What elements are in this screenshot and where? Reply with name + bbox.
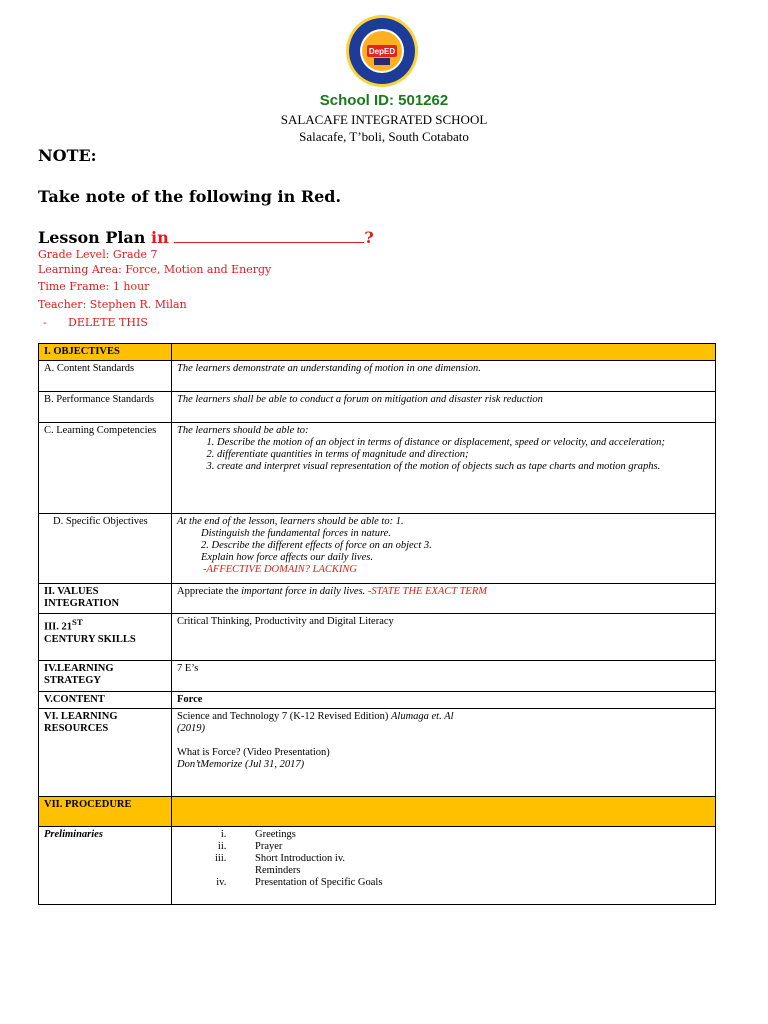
specific-item-2: 2. Describe the different effects of force on an object 3. (201, 540, 432, 551)
century-skills-label (39, 614, 172, 661)
svg-text:DepED: DepED (368, 47, 396, 56)
procedure-empty-cell (172, 797, 716, 827)
content-label: V.CONTENT (39, 692, 172, 709)
resources-cell (172, 709, 716, 797)
preliminaries-cell (172, 827, 716, 905)
century-skills-value: Critical Thinking, Productivity and Digital Literacy (172, 614, 716, 661)
delete-this: DELETE THIS (68, 316, 148, 329)
note-title: NOTE: (38, 146, 97, 165)
list-item: 1. Describe the motion of an object in terms of distance or displacement, speed or velocity, and acceleration; (217, 437, 710, 449)
resources-line-1 (177, 711, 467, 735)
table-row (39, 392, 716, 423)
values-italic: important force in daily lives. (241, 586, 366, 597)
resources-2: What is Force? (Video Presentation) (177, 747, 330, 758)
specific-item-3: Explain how force affects our daily lives. (201, 552, 373, 563)
century-label-a: III. 21 (44, 621, 73, 633)
table-row (39, 709, 716, 797)
lesson-plan-in: in (151, 228, 169, 247)
table-row (39, 614, 716, 661)
list-item: 2. differentiate quantities in terms of magnitude and direction; (217, 449, 710, 461)
performance-standards-label: B. Performance Standards (39, 392, 172, 423)
lesson-plan-table (38, 343, 716, 905)
list-item: 3. create and interpret visual representation of the motion of objects such as tape charts and motion graphs. (217, 461, 710, 473)
competencies-label: C. Learning Competencies (39, 423, 172, 514)
lesson-plan-label: Lesson Plan (38, 228, 146, 247)
table-row (39, 423, 716, 514)
procedure-header-row (39, 797, 716, 827)
values-note: -STATE THE EXACT TERM (367, 586, 488, 597)
objectives-empty-cell (172, 344, 716, 361)
grade-level: Grade Level: Grade 7 (38, 248, 158, 261)
list-item: iv. Presentation of Specific Goals (229, 877, 710, 889)
specific-note: -AFFECTIVE DOMAIN? LACKING (203, 564, 357, 575)
teacher: Teacher: Stephen R. Milan (38, 298, 187, 311)
school-address: Salacafe, T’boli, South Cotabato (299, 129, 469, 144)
resources-3: Don’tMemorize (Jul 31, 2017) (177, 759, 305, 770)
specific-intro: At the end of the lesson, learners should be able to: 1. (177, 516, 404, 527)
resources-label: VI. LEARNING RESOURCES (39, 709, 172, 797)
resources-1-italic: Alumaga et. Al (2019) (177, 711, 454, 734)
learning-area: Learning Area: Force, Motion and Energy (38, 263, 272, 276)
competencies-cell (172, 423, 716, 514)
resources-1: Science and Technology 7 (K-12 Revised Edition) (177, 711, 389, 722)
school-name: SALACAFE INTEGRATED SCHOOL (280, 112, 488, 127)
table-row (39, 692, 716, 709)
preliminaries-label: Preliminaries (39, 827, 172, 905)
objectives-label: I. OBJECTIVES (39, 344, 172, 361)
time-frame: Time Frame: 1 hour (38, 280, 150, 293)
competencies-list (177, 437, 710, 473)
content-value: Force (172, 692, 716, 709)
strategy-label: IV.LEARNING STRATEGY (39, 661, 172, 692)
values-text: Appreciate the (177, 586, 239, 597)
school-id: School ID: 501262 (319, 92, 449, 109)
list-item: ii. Prayer (229, 841, 710, 853)
lesson-plan-heading (38, 228, 374, 247)
performance-standards-value: The learners shall be able to conduct a forum on mitigation and disaster risk reduction (172, 392, 716, 423)
table-row (39, 514, 716, 584)
lesson-plan-blank (174, 228, 364, 243)
lesson-plan-question: ? (364, 228, 374, 247)
note-instruction: Take note of the following in Red. (38, 187, 342, 206)
objectives-header-row (39, 344, 716, 361)
specific-objectives-cell (172, 514, 716, 584)
competencies-intro: The learners should be able to: (177, 425, 309, 436)
procedure-label: VII. PROCEDURE (39, 797, 172, 827)
list-item: i. Greetings (229, 829, 710, 841)
table-row (39, 827, 716, 905)
specific-objectives-label: D. Specific Objectives (39, 514, 172, 584)
values-label: II. VALUES INTEGRATION (39, 584, 172, 614)
content-standards-value: The learners demonstrate an understanding of motion in one dimension. (172, 361, 716, 392)
century-label-sup: ST (72, 617, 83, 627)
content-standards-label: A. Content Standards (39, 361, 172, 392)
table-row (39, 361, 716, 392)
school-seal-logo (330, 14, 434, 88)
list-item: iii. Short Introduction iv. Reminders (229, 853, 375, 877)
century-label-b: CENTURY SKILLS (44, 633, 136, 645)
preliminaries-list (177, 829, 710, 889)
values-cell (172, 584, 716, 614)
specific-item-1: Distinguish the fundamental forces in nature. (201, 528, 391, 539)
delete-dash: - (43, 316, 47, 329)
table-row (39, 661, 716, 692)
table-row (39, 584, 716, 614)
strategy-value: 7 E’s (172, 661, 716, 692)
